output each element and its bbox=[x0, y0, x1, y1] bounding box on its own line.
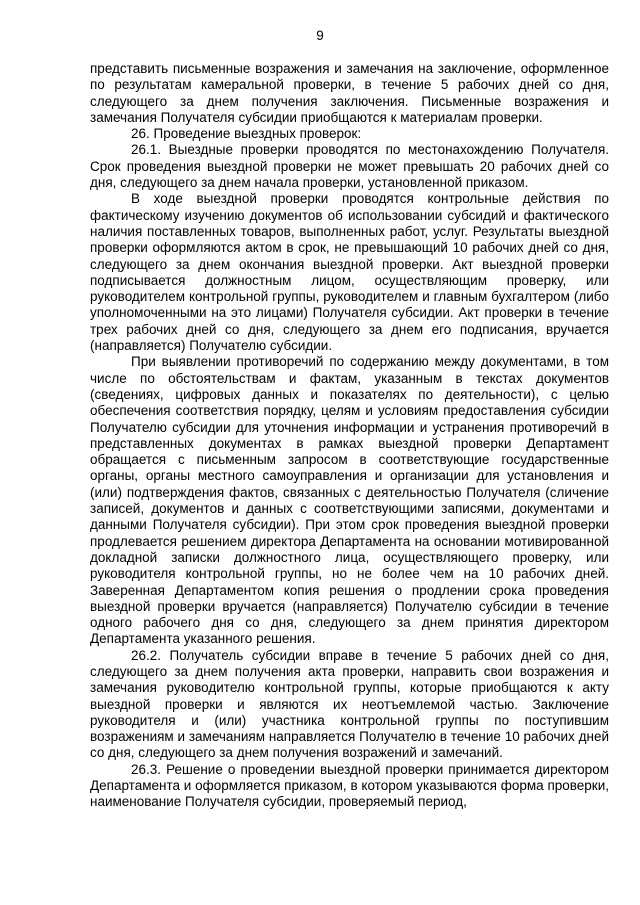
paragraph-inspection-actions: В ходе выездной проверки проводятся контрольные действия по фактическому изучению документов об использовании субсидий и фактического наличия поставленных товаров, выполненных работ, услуг. Результаты выездной проверки оформляются актом в срок, не превышающий 10 рабочих дней со дня, следующего за днем окончания выездной проверки. Акт выездной проверки подписывается должностным лицом, осуществляющим проверку, или руководителем контрольной группы, руководителем и главным бухгалтером (либо уполномоченными на это лицами) Получателя субсидии. Акт проверки в течение трех рабочих дней со дня, следующего за днем его подписания, вручается (направляется) Получателю субсидии. bbox=[90, 191, 609, 354]
section-heading-26: 26. Проведение выездных проверок: bbox=[131, 126, 362, 142]
document-body bbox=[90, 61, 609, 811]
paragraph-26-1: 26.1. Выездные проверки проводятся по местонахождению Получателя. Срок проведения выездной проверки не может превышать 20 рабочих дней со дня, следующего за днем начала проверки, установленной приказом. bbox=[90, 142, 609, 191]
page-number: 9 bbox=[316, 28, 324, 43]
paragraph-26-3: 26.3. Решение о проведении выездной проверки принимается директором Департамента и оформляется приказом, в котором указываются форма проверки, наименование Получателя субсидии, проверяемый период, bbox=[90, 761, 609, 810]
paragraph-26-2: 26.2. Получатель субсидии вправе в течение 5 рабочих дней со дня, следующего за днем получения акта проверки, направить свои возражения и замечания руководителю контрольной группы, которые приобщаются к акту выездной проверки и являются их неотъемлемой частью. Заключение руководителя и (или) участника контрольной группы по поступившим возражениям и замечаниям направляется Получателю в течение 10 рабочих дней со дня, следующего за днем получения возражений и замечаний. bbox=[90, 647, 609, 761]
paragraph-contradictions: При выявлении противоречий по содержанию между документами, в том числе по обстоятельствам и фактам, указанным в текстах документов (сведениях, цифровых данных и показателях по деятельности), с целью обеспечения соответствия порядку, целям и условиям предоставления субсидии Получателю субсидии для уточнения информации и устранения противоречий в представленных документах в рамках выездной проверки Департамент обращается с письменным запросом в соответствующие государственные органы, органы местного самоуправления и организации для установления и (или) подтверждения фактов, связанных с деятельностью Получателя (сличение записей, документов и данных с соответствующими записями, документами и данными Получателя субсидии). При этом срок проведения выездной проверки продлевается решением директора Департамента на основании мотивированной докладной записки должностного лица, осуществляющего проверку, или руководителя контрольной группы, но не более чем на 10 рабочих дней. Заверенная Департаментом копия решения о продлении срока проведения выездной проверки вручается (направляется) Получателю субсидии в течение одного рабочего дня со дня, следующего за днем принятия директором Департамента указанного решения. bbox=[90, 354, 609, 647]
paragraph-continuation: представить письменные возражения и замечания на заключение, оформленное по результатам камеральной проверки, в течение 5 рабочих дней со дня, следующего за днем получения заключения. Письменные возражения и замечания Получателя субсидии приобщаются к материалам проверки. bbox=[90, 61, 609, 125]
